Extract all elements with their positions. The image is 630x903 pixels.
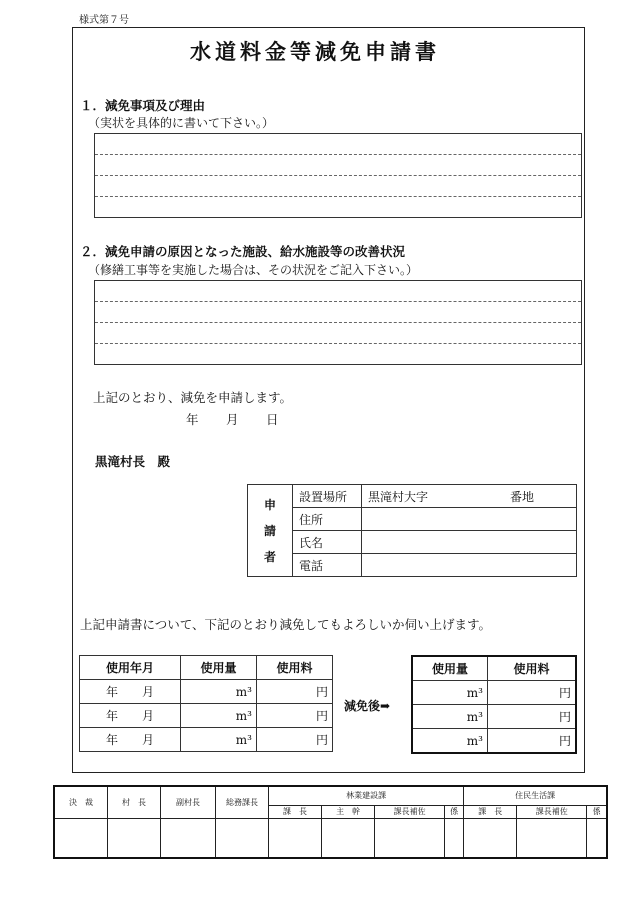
phone-label: 電話: [293, 554, 362, 577]
reason-textarea[interactable]: [94, 133, 582, 218]
kessai-label: 決 裁: [54, 786, 108, 818]
usage-fee-cell[interactable]: 円: [257, 704, 333, 728]
address-field[interactable]: [362, 508, 577, 531]
page-title: 水道料金等減免申請書: [190, 39, 440, 64]
section2-heading: ２．減免申請の原因となった施設、給水施設等の改善状況: [80, 244, 406, 259]
after-volume-cell[interactable]: m³: [412, 729, 488, 754]
usage-volume-cell[interactable]: m³: [181, 728, 257, 752]
stamp-cell[interactable]: [517, 818, 587, 858]
dept2-role-kachou: 課 長: [464, 805, 517, 818]
improvement-textarea[interactable]: [94, 280, 582, 365]
stamp-cell[interactable]: [445, 818, 464, 858]
sonchou-label: 村 長: [108, 786, 161, 818]
usage-month-cell[interactable]: 年 月: [80, 680, 181, 704]
after-fee-cell[interactable]: 円: [488, 681, 577, 705]
usage-header-fee: 使用料: [257, 656, 333, 680]
fukusonchou-label: 副村長: [161, 786, 216, 818]
after-header-fee: 使用料: [488, 656, 577, 681]
stamp-cell[interactable]: [269, 818, 322, 858]
date-day-label: 日: [266, 412, 279, 427]
name-label: 氏名: [293, 531, 362, 554]
stamp-cell[interactable]: [587, 818, 607, 858]
usage-month-cell[interactable]: 年 月: [80, 704, 181, 728]
applicant-table: [247, 484, 577, 577]
location-label: 設置場所: [293, 485, 362, 508]
table-row: [80, 704, 333, 728]
dept1-role-kachou: 課 長: [269, 805, 322, 818]
location-field[interactable]: 黒滝村大字 番地: [362, 485, 577, 508]
dept2-label: 住民生活課: [464, 786, 607, 805]
after-fee-cell[interactable]: 円: [488, 729, 577, 754]
section1-heading: １．減免事項及び理由: [80, 98, 206, 113]
usage-table: [79, 655, 333, 752]
after-volume-cell[interactable]: m³: [412, 705, 488, 729]
dept1-role-shukan: 主 幹: [322, 805, 375, 818]
dept2-role-hosa: 課長補佐: [517, 805, 587, 818]
table-row: [412, 681, 576, 705]
stamp-cell[interactable]: [375, 818, 445, 858]
date-month-label: 月: [226, 412, 239, 427]
usage-fee-cell[interactable]: 円: [257, 728, 333, 752]
dept1-role-kakari: 係: [445, 805, 464, 818]
dept1-label: 林業建設課: [269, 786, 464, 805]
form-number: 様式第７号: [79, 15, 129, 26]
addressee: 黒滝村長 殿: [95, 454, 171, 469]
stamp-cell[interactable]: [322, 818, 375, 858]
phone-field[interactable]: [362, 554, 577, 577]
after-header-volume: 使用量: [412, 656, 488, 681]
name-field[interactable]: [362, 531, 577, 554]
dept2-role-kakari: 係: [587, 805, 607, 818]
stamp-cell[interactable]: [161, 818, 216, 858]
inquiry-text: 上記申請書について、下記のとおり減免してもよろしいか伺い上げます。: [80, 617, 492, 632]
arrow-right-icon: ➡: [380, 699, 391, 713]
usage-volume-cell[interactable]: m³: [181, 680, 257, 704]
after-reduction-label: 減免後➡: [344, 699, 391, 713]
table-row: [80, 728, 333, 752]
date-year-label: 年: [186, 412, 199, 427]
usage-header-volume: 使用量: [181, 656, 257, 680]
after-reduction-table: [411, 655, 577, 754]
applicant-role-cell: 申 請 者: [248, 485, 293, 577]
stamp-cell[interactable]: [54, 818, 108, 858]
approval-table: [53, 785, 608, 859]
usage-month-cell[interactable]: 年 月: [80, 728, 181, 752]
dept1-role-hosa: 課長補佐: [375, 805, 445, 818]
table-row: [80, 680, 333, 704]
request-text: 上記のとおり、減免を申請します。: [93, 390, 293, 405]
address-label: 住所: [293, 508, 362, 531]
after-volume-cell[interactable]: m³: [412, 681, 488, 705]
table-row: [412, 705, 576, 729]
table-row: [412, 729, 576, 754]
stamp-cell[interactable]: [464, 818, 517, 858]
section1-note: （実状を具体的に書いて下さい。）: [88, 116, 275, 130]
usage-volume-cell[interactable]: m³: [181, 704, 257, 728]
stamp-cell[interactable]: [216, 818, 269, 858]
section2-note: （修繕工事等を実施した場合は、その状況をご記入下さい。）: [88, 263, 419, 277]
usage-header-month: 使用年月: [80, 656, 181, 680]
soumu-label: 総務課長: [216, 786, 269, 818]
after-fee-cell[interactable]: 円: [488, 705, 577, 729]
usage-fee-cell[interactable]: 円: [257, 680, 333, 704]
stamp-cell[interactable]: [108, 818, 161, 858]
